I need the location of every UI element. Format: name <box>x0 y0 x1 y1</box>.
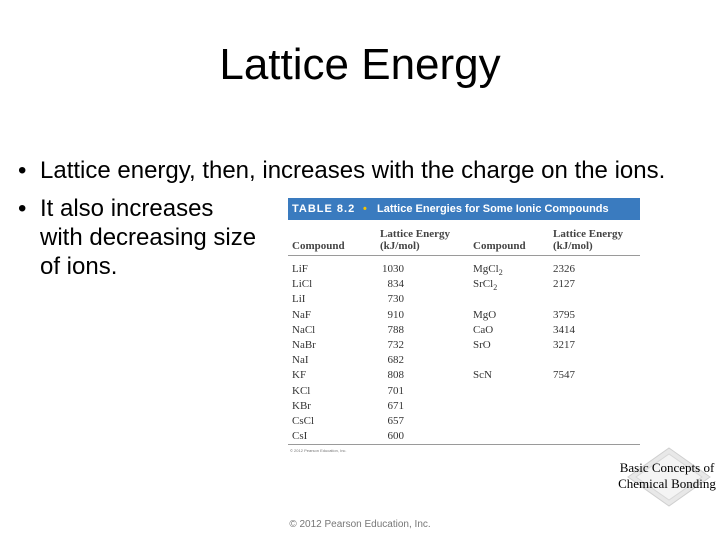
energy-cell: 3217 <box>553 339 575 351</box>
compound-cell <box>473 323 493 338</box>
lattice-energy-table <box>288 198 640 460</box>
table-number: TABLE 8.2 <box>292 203 356 215</box>
slide-title: Lattice Energy <box>219 40 501 89</box>
header-energy-line1: Lattice Energy <box>380 228 450 240</box>
compound-cell <box>473 338 491 353</box>
energy-cell: 2326 <box>553 263 575 275</box>
footer-copyright: © 2012 Pearson Education, Inc. <box>289 519 431 530</box>
bullet-text: It also increases with decreasing size of ions. <box>40 195 257 280</box>
compound-formula: SrCl <box>473 278 494 291</box>
energy-cell: 3414 <box>553 323 575 336</box>
compound-formula: MgO <box>473 308 497 321</box>
header-compound-right: Compound <box>473 240 526 252</box>
compound-cell: KCl <box>292 384 311 397</box>
header-energy-line2: (kJ/mol) <box>380 240 420 252</box>
energy-cell: 657 <box>387 415 404 427</box>
compound-cell: KBr <box>292 399 311 412</box>
compound-formula: SrO <box>473 339 491 351</box>
energy-cell: 7547 <box>553 369 575 382</box>
energy-cell: 682 <box>387 354 404 367</box>
energy-cell: 910 <box>387 308 404 321</box>
compound-cell <box>473 368 492 383</box>
energy-cell: 730 <box>387 293 404 306</box>
header-energy-left <box>380 228 450 252</box>
compound-cell: NaCl <box>292 323 316 336</box>
compound-cell: NaBr <box>292 339 316 351</box>
header-rule <box>288 255 640 256</box>
header-energy-line2: (kJ/mol) <box>553 240 593 252</box>
compound-cell: CsCl <box>292 415 315 427</box>
bottom-rule <box>288 444 640 445</box>
compound-cell <box>473 308 496 323</box>
energy-cell: 2127 <box>553 278 575 291</box>
energy-cell: 600 <box>387 430 404 443</box>
compound-cell: KF <box>292 369 307 382</box>
compound-cell <box>473 277 497 295</box>
table-credit: © 2012 Pearson Education, Inc. <box>290 448 347 453</box>
header-energy-line1: Lattice Energy <box>553 228 623 240</box>
bullet-dot: • <box>18 157 27 184</box>
table-name: Lattice Energies for Some Ionic Compounds <box>377 203 609 215</box>
energy-cell: 834 <box>387 278 404 291</box>
table-caption-bar <box>288 198 640 220</box>
bullet-text: Lattice energy, then, increases with the charge on the ions. <box>40 157 666 184</box>
compound-cell: LiF <box>292 263 308 275</box>
compound-cell: LiCl <box>292 278 313 291</box>
compound-cell: CsI <box>292 430 308 443</box>
header-energy-right <box>553 228 623 252</box>
energy-cell: 1030 <box>382 263 404 275</box>
energy-cell: 701 <box>387 384 404 397</box>
energy-cell: 808 <box>387 369 404 382</box>
energy-cell: 788 <box>387 323 404 336</box>
corner-label: Basic Concepts of Chemical Bonding <box>618 460 716 491</box>
compound-formula: CaO <box>473 323 494 336</box>
energy-cell: 671 <box>387 399 404 412</box>
bullet-item <box>18 156 698 185</box>
compound-cell: NaI <box>292 354 309 367</box>
compound-cell: LiI <box>292 293 306 306</box>
table-separator: • <box>363 203 367 215</box>
formula-subscript: 2 <box>498 268 503 278</box>
compound-formula: ScN <box>473 369 492 382</box>
bullet-dot: • <box>18 195 27 222</box>
energy-cell: 732 <box>387 339 404 351</box>
formula-subscript: 2 <box>493 283 498 293</box>
energy-cell: 3795 <box>553 308 575 321</box>
header-compound-left: Compound <box>292 240 345 252</box>
bullet-item <box>18 194 260 281</box>
compound-formula: MgCl <box>473 263 499 275</box>
compound-cell: NaF <box>292 308 311 321</box>
